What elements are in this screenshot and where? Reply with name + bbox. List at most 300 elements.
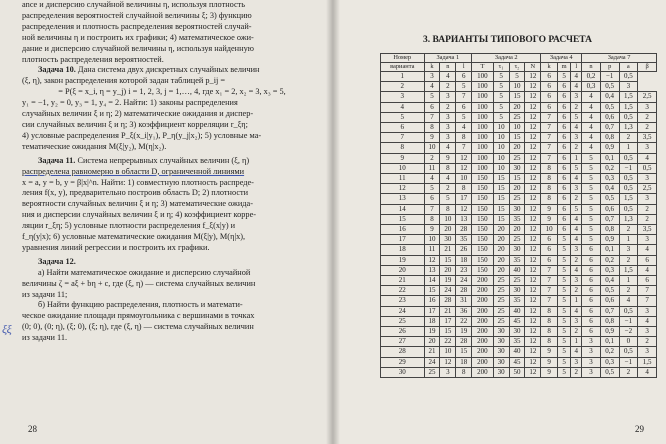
table-cell: 200 (472, 357, 493, 367)
table-row (381, 133, 657, 143)
right-page-number: 29 (635, 424, 644, 434)
table-cell: 5 (582, 163, 601, 173)
table-cell: 6 (557, 143, 570, 153)
table-cell: 12 (456, 204, 472, 214)
table-cell: 35 (509, 255, 525, 265)
table-cell: 10 (424, 235, 440, 245)
table-cell: 2 (381, 82, 425, 92)
table-cell: 4 (571, 225, 582, 235)
table-cell: 7 (541, 296, 558, 306)
table-cell: 10 (493, 123, 509, 133)
table-cell: 6 (541, 72, 558, 82)
table-cell: 0,5 (619, 112, 638, 122)
table-cell: 0,6 (600, 112, 619, 122)
table-cell: 100 (472, 72, 493, 82)
table-cell: 9 (541, 204, 558, 214)
table-cell: 8 (440, 163, 456, 173)
table-cell: 3 (440, 133, 456, 143)
table-cell: 100 (472, 92, 493, 102)
table-row (381, 72, 657, 82)
table-cell: 5 (557, 306, 570, 316)
table-row (381, 347, 657, 357)
task-11-line: ляции r_ξη; 5) условные плотности распределения f_ξ(x|y) и (22, 221, 236, 231)
table-cell: 150 (472, 214, 493, 224)
table-cell: 8 (541, 316, 558, 326)
table-cell: 12 (525, 225, 541, 235)
table-cell: 5 (456, 82, 472, 92)
table-cell: 45 (509, 357, 525, 367)
table-cell: 4 (582, 112, 601, 122)
table-row (381, 163, 657, 173)
table-cell: 5 (557, 286, 570, 296)
table-cell: 45 (509, 316, 525, 326)
table-cell: 3 (440, 92, 456, 102)
table-cell: 8 (541, 327, 558, 337)
table-cell: 12 (525, 327, 541, 337)
table-cell: 28 (456, 337, 472, 347)
table-cell: 3 (424, 72, 440, 82)
table-cell: 2 (638, 204, 657, 214)
table-cell: 2 (440, 82, 456, 92)
table-cell: 5 (557, 276, 570, 286)
table-cell: 12 (525, 123, 541, 133)
column-group-header: Задача 1 (424, 54, 472, 63)
table-cell: 0,8 (600, 133, 619, 143)
table-row (381, 82, 657, 92)
table-cell: 6 (638, 255, 657, 265)
task-11-line: уравнения линий регрессии и построить их графики. (22, 242, 210, 252)
table-cell: 7 (541, 123, 558, 133)
table-cell: 12 (525, 82, 541, 92)
table-cell: 3 (638, 327, 657, 337)
table-row (381, 296, 657, 306)
table-row (381, 92, 657, 102)
table-cell: 5 (557, 367, 570, 377)
table-cell: 12 (525, 112, 541, 122)
table-cell: 6 (557, 204, 570, 214)
task-11-line: вероятности случайных величин ξ и η; 3) математические ожида- (22, 199, 253, 209)
table-cell: 8 (541, 174, 558, 184)
table-cell: 6 (456, 72, 472, 82)
table-cell: 6 (582, 306, 601, 316)
table-cell: 30 (493, 357, 509, 367)
table-cell: 6 (541, 255, 558, 265)
task-11-heading: Задача 11. (38, 155, 76, 165)
table-cell: 3 (571, 184, 582, 194)
column-sub-header: n (582, 63, 601, 72)
table-cell: 3 (571, 133, 582, 143)
table-cell: 200 (472, 296, 493, 306)
table-cell: 28 (456, 286, 472, 296)
table-cell: 1,5 (638, 357, 657, 367)
table-cell: 8 (440, 204, 456, 214)
table-cell: 3 (571, 245, 582, 255)
table-cell: 4 (582, 123, 601, 133)
table-cell: 5 (440, 194, 456, 204)
table-cell: 0,5 (600, 286, 619, 296)
table-cell: 3 (571, 92, 582, 102)
table-cell: 0,1 (600, 245, 619, 255)
table-row (381, 357, 657, 367)
table-cell: 4 (571, 347, 582, 357)
table-row (381, 204, 657, 214)
right-page (333, 0, 666, 444)
table-cell: 30 (509, 245, 525, 255)
table-cell: 25 (493, 306, 509, 316)
table-cell: 6 (582, 316, 601, 326)
table-cell: 20 (509, 225, 525, 235)
table-cell: 100 (472, 82, 493, 92)
table-cell: 150 (472, 235, 493, 245)
table-cell: 24 (456, 276, 472, 286)
task-12 (22, 257, 322, 344)
table-cell: 0,2 (600, 255, 619, 265)
intro-paragraph (22, 0, 322, 65)
table-cell: 4 (582, 92, 601, 102)
table-cell: 15 (509, 133, 525, 143)
table-cell: 9 (424, 225, 440, 235)
table-cell: 4 (638, 367, 657, 377)
table-cell: 7 (541, 133, 558, 143)
table-cell: 2 (571, 102, 582, 112)
table-cell: 20 (381, 265, 425, 275)
table-cell: 100 (472, 133, 493, 143)
table-row (381, 255, 657, 265)
table-cell: 2 (571, 286, 582, 296)
table-cell: 1 (381, 72, 425, 82)
column-sub-header: m (557, 63, 570, 72)
table-cell: 14 (381, 204, 425, 214)
table-cell: 13 (381, 194, 425, 204)
table-cell: 1 (571, 337, 582, 347)
table-cell: 0,1 (600, 337, 619, 347)
table-cell: 1,3 (619, 123, 638, 133)
table-cell: 5 (582, 184, 601, 194)
table-cell: 9 (541, 214, 558, 224)
table-cell: 12 (525, 194, 541, 204)
task-12-heading: Задача 12. (38, 256, 76, 266)
table-cell: 4 (571, 265, 582, 275)
variants-table-body (381, 72, 657, 378)
table-cell: 0,5 (619, 184, 638, 194)
table-cell: 7 (541, 286, 558, 296)
table-cell: 5 (557, 255, 570, 265)
task-10-heading: Задача 10. (38, 65, 76, 75)
table-cell: 29 (381, 357, 425, 367)
table-cell: 5 (571, 112, 582, 122)
table-cell: 11 (381, 174, 425, 184)
table-cell: 6 (582, 286, 601, 296)
table-cell: 7 (456, 92, 472, 102)
table-cell: 5 (509, 72, 525, 82)
table-cell: 12 (525, 163, 541, 173)
table-cell: 6 (638, 276, 657, 286)
table-cell: 2 (638, 214, 657, 224)
table-cell: 0,1 (600, 153, 619, 163)
table-cell: 5 (557, 316, 570, 326)
table-cell: 3 (619, 245, 638, 255)
table-cell: 5 (582, 174, 601, 184)
table-cell: 36 (456, 306, 472, 316)
table-cell: 0,5 (638, 163, 657, 173)
table-cell: 100 (472, 163, 493, 173)
table-cell: 0,7 (600, 123, 619, 133)
table-cell: 9 (440, 153, 456, 163)
table-cell: 200 (472, 347, 493, 357)
table-cell: 20 (493, 245, 509, 255)
table-cell: 0,2 (582, 72, 601, 82)
table-sub-header-row (381, 63, 657, 72)
table-cell: 12 (440, 357, 456, 367)
table-cell: 4 (638, 153, 657, 163)
table-row (381, 194, 657, 204)
table-row (381, 245, 657, 255)
table-cell: 2 (440, 102, 456, 112)
table-cell: 20 (424, 337, 440, 347)
table-cell: 5 (557, 327, 570, 337)
table-cell: 9 (424, 133, 440, 143)
task-10-line: (ξ, η), закон распределения которой задан таблицей p_ij = (22, 76, 226, 86)
table-cell: 25 (493, 316, 509, 326)
table-cell: 12 (381, 184, 425, 194)
column-sub-header: k (424, 63, 440, 72)
table-cell: 30 (381, 367, 425, 377)
table-cell: 17 (440, 316, 456, 326)
section-title: 3. ВАРИАНТЫ ТИПОВОГО РАСЧЕТА (423, 35, 593, 45)
column-group-header: Задача 4 (541, 54, 582, 63)
table-cell: 24 (424, 357, 440, 367)
table-cell: −1 (619, 316, 638, 326)
table-cell: 5 (424, 184, 440, 194)
table-cell: 200 (472, 367, 493, 377)
table-cell: 6 (582, 276, 601, 286)
column-sub-header: β (638, 63, 657, 72)
table-cell: 10 (541, 225, 558, 235)
table-cell: 10 (456, 174, 472, 184)
table-cell: 5 (582, 153, 601, 163)
table-cell: 6 (557, 214, 570, 224)
table-cell: 100 (472, 112, 493, 122)
table-cell: 16 (424, 296, 440, 306)
table-cell: 0,2 (600, 163, 619, 173)
table-cell: 2 (638, 337, 657, 347)
table-row (381, 316, 657, 326)
table-cell: 0,5 (600, 367, 619, 377)
table-cell: 3 (440, 112, 456, 122)
table-cell: 15 (381, 214, 425, 224)
table-cell: 18 (381, 245, 425, 255)
table-cell: 28 (456, 225, 472, 235)
table-cell: 8 (541, 184, 558, 194)
table-cell: 6 (557, 82, 570, 92)
task-10-line: 4) условные распределения P_ξ(x_i|y₁), P_η(y_j|x₂); 5) условные ма- (22, 130, 262, 140)
table-cell: 15 (424, 286, 440, 296)
task-11-line: ния и дисперсии случайных величин ξ и η; 4) коэффициент корре- (22, 210, 257, 220)
table-cell: 5 (582, 194, 601, 204)
table-cell: 6 (557, 174, 570, 184)
table-cell: 1 (619, 143, 638, 153)
table-row (381, 276, 657, 286)
table-cell: 4 (424, 82, 440, 92)
table-cell: 3 (638, 306, 657, 316)
table-cell: 3 (571, 316, 582, 326)
table-cell: 7 (541, 112, 558, 122)
table-cell: 6 (557, 133, 570, 143)
table-cell: 0,5 (619, 204, 638, 214)
table-cell: 3 (582, 367, 601, 377)
table-cell: 3 (638, 174, 657, 184)
table-cell: 15 (493, 174, 509, 184)
table-cell: 2 (619, 133, 638, 143)
table-cell: 8 (456, 367, 472, 377)
table-cell: 8 (541, 306, 558, 316)
table-cell: 35 (509, 214, 525, 224)
table-cell: 6 (582, 255, 601, 265)
table-cell: 20 (509, 102, 525, 112)
intro-line: распределения вероятностей случайной величины ξ; 3) функцию (22, 10, 252, 20)
table-cell: 12 (525, 367, 541, 377)
table-cell: 0,5 (619, 72, 638, 82)
table-cell: 100 (472, 123, 493, 133)
table-cell: 11 (424, 163, 440, 173)
table-cell: 8 (541, 194, 558, 204)
table-cell: 0,3 (600, 357, 619, 367)
table-row (381, 102, 657, 112)
table-cell: 4 (440, 174, 456, 184)
table-row (381, 123, 657, 133)
table-cell: 7 (424, 204, 440, 214)
table-cell: 35 (456, 235, 472, 245)
table-cell: 18 (424, 316, 440, 326)
table-cell: 6 (541, 102, 558, 112)
table-cell: 20 (440, 265, 456, 275)
table-cell: 5 (582, 235, 601, 245)
table-cell: −1 (619, 163, 638, 173)
table-cell: 19 (381, 255, 425, 265)
table-cell: 17 (424, 306, 440, 316)
table-row (381, 337, 657, 347)
table-cell: 25 (509, 276, 525, 286)
table-cell: 2 (619, 286, 638, 296)
table-cell: 20 (509, 143, 525, 153)
table-cell: 0,5 (600, 102, 619, 112)
table-cell: 5 (493, 82, 509, 92)
table-cell: 100 (472, 102, 493, 112)
table-cell: 12 (525, 255, 541, 265)
table-cell: 12 (456, 153, 472, 163)
table-cell: 13 (424, 265, 440, 275)
table-cell: 21 (440, 245, 456, 255)
table-cell: 6 (582, 245, 601, 255)
table-cell: 3 (582, 347, 601, 357)
table-cell: 30 (509, 163, 525, 173)
table-cell: 6 (557, 92, 570, 102)
table-cell: 12 (525, 347, 541, 357)
table-cell: 7 (541, 153, 558, 163)
table-cell: 17 (381, 235, 425, 245)
table-cell: 4 (582, 143, 601, 153)
table-cell: 30 (493, 327, 509, 337)
table-cell: 3 (638, 347, 657, 357)
table-cell: 5 (557, 296, 570, 306)
table-cell: 30 (493, 367, 509, 377)
table-cell: 5 (582, 225, 601, 235)
column-group-header: Номер (381, 54, 425, 63)
table-cell: 5 (582, 214, 601, 224)
table-cell: 4 (582, 102, 601, 112)
table-cell: 6 (582, 265, 601, 275)
task-12-b-line: (0; 0), (0; η), (ξ; 0), (ξ; η), где (ξ, η) — система случайных величин (22, 322, 254, 332)
table-cell: 12 (525, 337, 541, 347)
table-cell: 20 (440, 225, 456, 235)
table-cell: 10 (509, 123, 525, 133)
table-cell: 6 (424, 102, 440, 112)
table-cell: 12 (525, 153, 541, 163)
table-cell: 25 (493, 276, 509, 286)
table-row (381, 286, 657, 296)
handwritten-margin-mark: ξξ (2, 322, 12, 336)
table-cell: 3 (582, 357, 601, 367)
table-cell: 40 (509, 265, 525, 275)
table-cell: 19 (440, 276, 456, 286)
table-cell: 0,5 (619, 347, 638, 357)
left-page-text (22, 0, 322, 344)
table-cell: 150 (472, 255, 493, 265)
table-cell: 5 (582, 204, 601, 214)
column-sub-header: l (456, 63, 472, 72)
table-cell: 5 (557, 72, 570, 82)
table-cell: 4 (440, 143, 456, 153)
table-cell: 12 (525, 235, 541, 245)
table-cell: 14 (424, 276, 440, 286)
table-cell: 0,8 (600, 316, 619, 326)
table-cell: 1,5 (619, 102, 638, 112)
table-cell: 3 (571, 276, 582, 286)
table-cell: 12 (525, 174, 541, 184)
table-cell: 31 (456, 296, 472, 306)
task-11-line: x = a, y = b, y = β|x|^n. Найти: 1) совместную плотность распреде- (22, 177, 254, 187)
table-cell: 1 (571, 296, 582, 306)
table-cell: 6 (381, 123, 425, 133)
column-sub-header: k (541, 63, 558, 72)
table-cell: 0,2 (600, 347, 619, 357)
table-cell: 4 (571, 214, 582, 224)
table-cell: 12 (525, 72, 541, 82)
table-row (381, 306, 657, 316)
table-cell: 10 (493, 133, 509, 143)
table-cell: 5 (557, 337, 570, 347)
column-sub-header: a (619, 63, 638, 72)
task-10-line: тематические ожидания M(ξ|y₂), M(η|x₂). (22, 141, 167, 151)
table-cell: 100 (472, 143, 493, 153)
table-cell: 2 (619, 255, 638, 265)
table-cell: 2 (571, 327, 582, 337)
table-cell: 6 (557, 153, 570, 163)
table-cell: 23 (456, 265, 472, 275)
table-cell: 20 (493, 225, 509, 235)
table-cell: 0,3 (600, 174, 619, 184)
table-cell: 12 (525, 316, 541, 326)
table-cell: 10 (493, 143, 509, 153)
table-cell: 150 (472, 204, 493, 214)
table-cell: 6 (557, 102, 570, 112)
table-cell: 10 (381, 163, 425, 173)
table-cell: 0,5 (619, 153, 638, 163)
book-gutter-shadow (326, 0, 340, 444)
table-cell: 200 (472, 276, 493, 286)
table-cell: 3,5 (638, 225, 657, 235)
table-cell: 3 (440, 123, 456, 133)
